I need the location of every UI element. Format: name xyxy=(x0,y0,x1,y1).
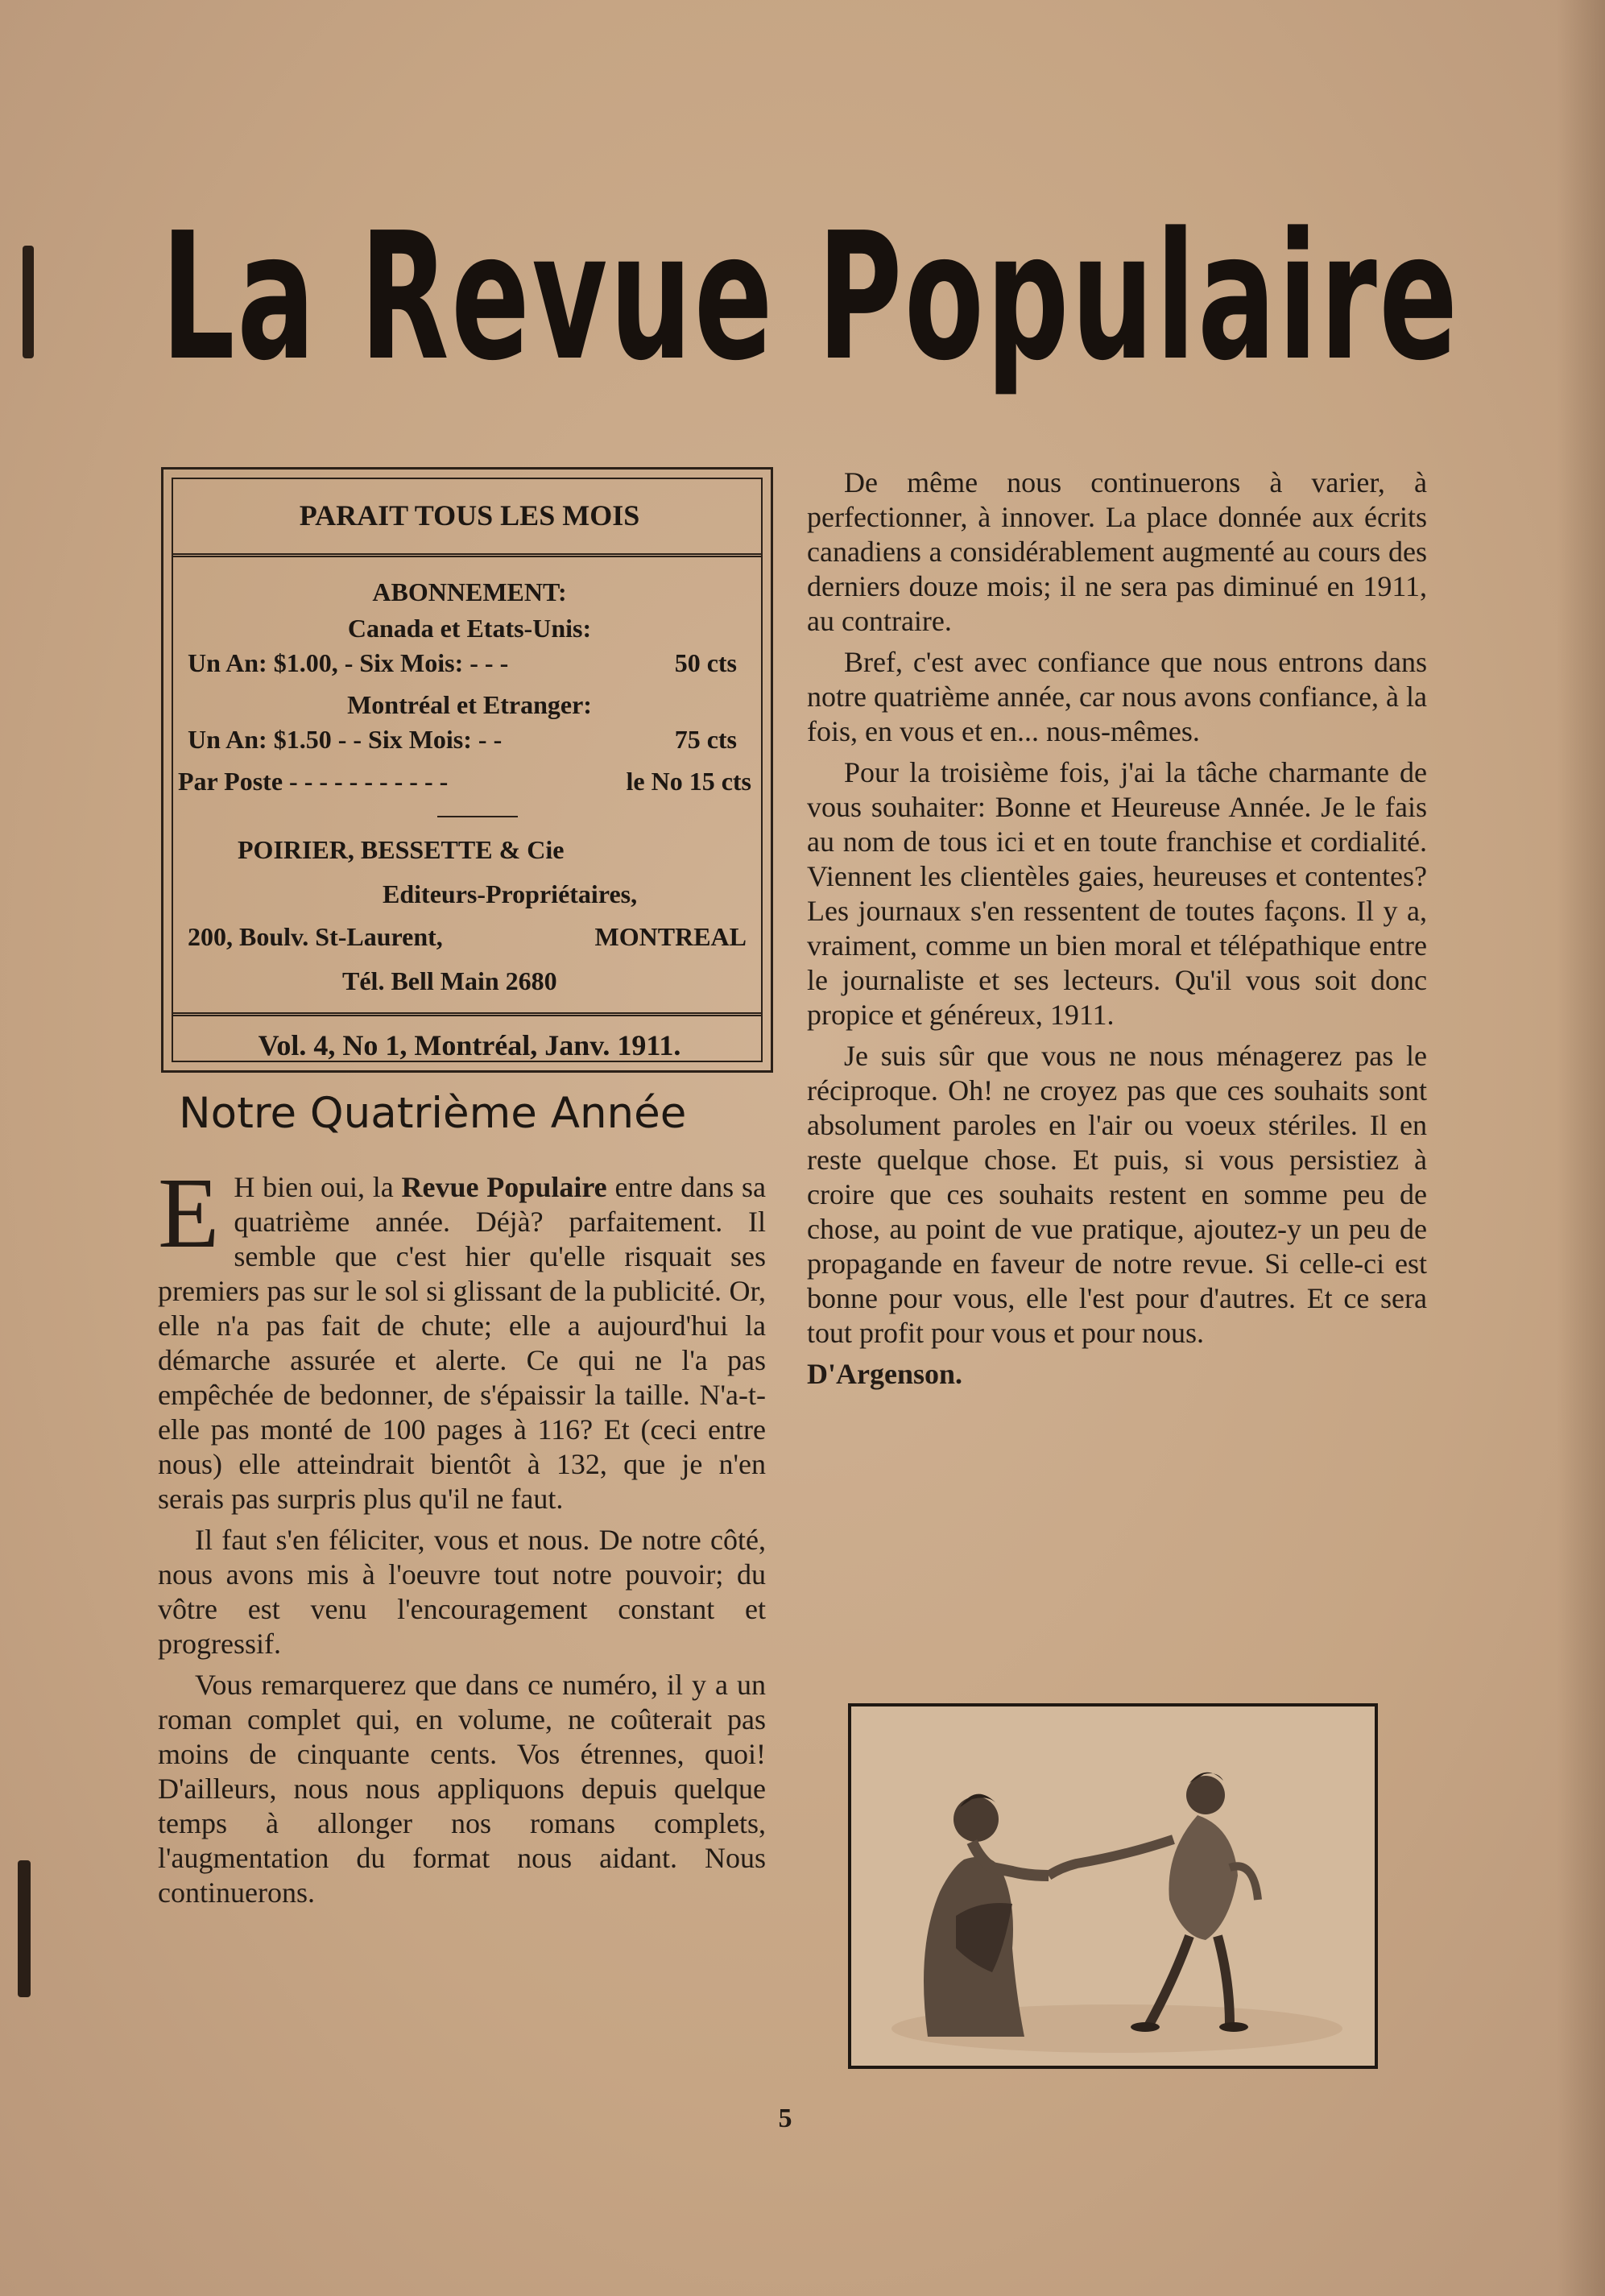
subscription-box-inner xyxy=(172,478,763,1062)
paragraph-1-bold: Revue Populaire xyxy=(401,1171,607,1203)
page-number: 5 xyxy=(778,2104,792,2133)
paragraph-7: Je suis sûr que vous ne nous ménagerez pas le réciproque. Oh! ne croyez pas que ces souhaits sont absolument paroles en l'air ou voeux stériles. Il en reste quelque chose. Et puis, si vous persistiez à croire que ces souhaits restent en somme peu de chose, au point de vue pratique, ajoutez-y un peu de propagande en faveur de notre revue. Si celle-ci est bonne pour vous, elle l'est pour d'autres. Et ce sera tout profit pour vous et pour nous. xyxy=(807,1040,1427,1349)
phone-number: Tél. Bell Main 2680 xyxy=(342,966,557,995)
canada-rate-text: Un An: $1.00, - Six Mois: - - - xyxy=(188,648,509,677)
paragraph-3: Vous remarquerez que dans ce numéro, il y a un roman complet qui, en volume, ne coûterait pas moins de cinquante cents. Vos étrennes, quoi! D'ailleurs, nous nous appliquons depuis quelque temps à allonger nos romans complets, l'augmentation du format nous aidant. Nous continuerons. xyxy=(158,1669,766,1909)
article-headline: Notre Quatrième Année xyxy=(179,1089,687,1138)
by-post-row xyxy=(178,765,751,797)
paragraph-2: Il faut s'en féliciter, vous et nous. De notre côté, nous avons mis à l'oeuvre tout notre pouvoir; du vôtre est venu l'encouragement constant et progressif. xyxy=(158,1524,766,1660)
frequency-label: PARAIT TOUS LES MOIS xyxy=(299,499,640,532)
short-rule xyxy=(437,816,518,817)
paragraph-1-lead: H bien oui, la xyxy=(234,1171,402,1203)
by-post-price: le No 15 cts xyxy=(626,767,751,796)
montreal-rate-row xyxy=(188,723,751,755)
paragraph-6: Pour la troisième fois, j'ai la tâche charmante de vous souhaiter: Bonne et Heureuse Année. Je le fais au nom de tous ici et en toute franchise et cordialité. Viennent les clientèles gaies, heureuses et contentes? Les journaux s'en ressentent de toutes façons. Il y a, vraiment, comme un bien moral et télépathique entre le journaliste et ses lecteurs. Qu'il vous soit donc propice et généreux, 1911. xyxy=(807,756,1427,1031)
montreal-rate-text: Un An: $1.50 - - Six Mois: - - xyxy=(188,725,503,754)
illustration-two-figures xyxy=(848,1703,1378,2069)
paragraph-4: De même nous continuerons à varier, à perfectionner, à innover. La place donnée aux écrits canadiens a considérablement augmenté au cours des derniers douze mois; il ne sera pas diminué en 1911, au contraire. xyxy=(807,466,1427,637)
drop-cap: E xyxy=(158,1158,220,1269)
by-post-text: Par Poste - - - - - - - - - - - xyxy=(178,767,449,796)
masthead-title: La Revue Populaire xyxy=(161,196,1460,399)
illustration-drawing xyxy=(851,1706,1375,2066)
divider-bottom xyxy=(173,1012,761,1016)
paragraph-1-rest: entre dans sa quatrième année. Déjà? parfaitement. Il semble que c'est hier qu'elle risquait ses premiers pas sur le sol si glissant de la publicité. Or, elle n'a pas fait de chute; elle a aujourd'hui la démarche assurée et alerte. Ce qui ne l'a pas empêchée de bedonner, de s'épaissir la taille. N'a-t-elle pas monté de 100 pages à 116? Et (ceci entre nous) elle atteindrait bientôt à 132, que je n'en serais pas surpris plus qu'il ne faut. xyxy=(158,1171,766,1515)
montreal-heading: Montréal et Etranger: xyxy=(347,690,592,719)
binding-mark-bottom xyxy=(18,1860,31,1997)
subscription-box xyxy=(161,467,773,1073)
binding-mark-top xyxy=(23,246,34,358)
page-edge-shadow xyxy=(1557,0,1605,2296)
canada-heading: Canada et Etats-Unis: xyxy=(347,614,592,643)
article-column-right xyxy=(807,465,1427,1641)
subscription-heading: ABONNEMENT: xyxy=(372,577,567,606)
publisher-name: POIRIER, BESSETTE & Cie xyxy=(238,835,565,864)
canada-rate-row xyxy=(188,647,751,679)
montreal-rate-price: 75 cts xyxy=(674,725,737,754)
publisher-role: Editeurs-Propriétaires, xyxy=(383,879,638,908)
article-column-left xyxy=(158,1158,766,2088)
signature: D'Argenson. xyxy=(807,1358,963,1390)
address-row xyxy=(188,920,751,953)
address-street: 200, Boulv. St-Laurent, xyxy=(188,922,443,951)
paragraph-5: Bref, c'est avec confiance que nous entrons dans notre quatrième année, car nous avons confiance, à la fois, en vous et en... nous-mêmes. xyxy=(807,646,1427,747)
issue-line: Vol. 4, No 1, Montréal, Janv. 1911. xyxy=(258,1029,681,1061)
divider-top xyxy=(173,553,761,557)
paragraph-1 xyxy=(158,1158,766,1516)
canada-rate-price: 50 cts xyxy=(674,648,737,677)
address-city: MONTREAL xyxy=(594,922,747,951)
